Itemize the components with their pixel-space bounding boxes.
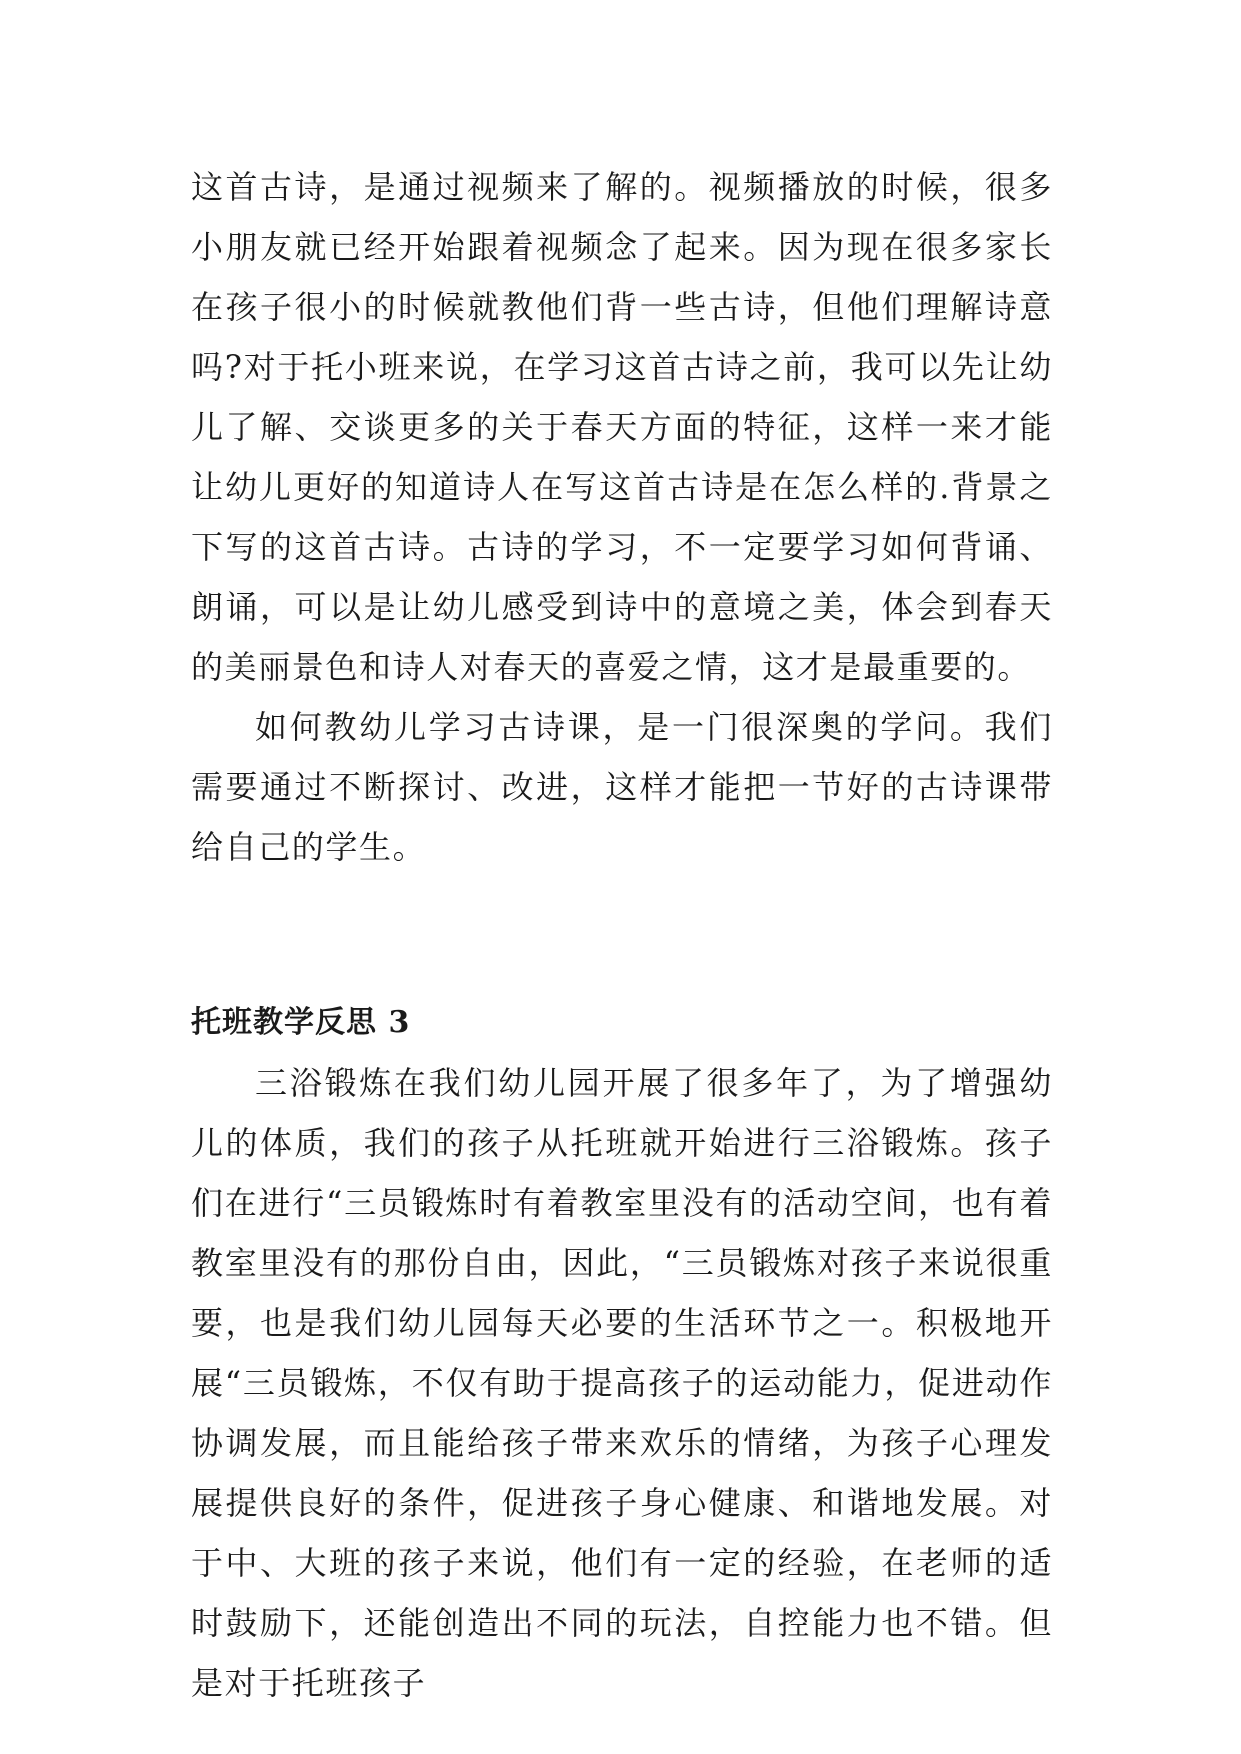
section-title: 托班教学反思 3	[191, 1005, 411, 1040]
document-page	[191, 157, 1053, 1713]
paragraph-conclusion: 如何教幼儿学习古诗课，是一门很深奥的学问。我们需要通过不断探讨、改进，这样才能把一节好的古诗课带给自己的学生。	[191, 708, 1053, 866]
paragraph-continued: 这首古诗，是通过视频来了解的。视频播放的时候，很多小朋友就已经开始跟着视频念了起来。因为现在很多家长在孩子很小的时候就教他们背一些古诗，但他们理解诗意吗?对于托小班来说，在学习这首古诗之前，我可以先让幼儿了解、交谈更多的关于春天方面的特征，这样一来才能让幼儿更好的知道诗人在写这首古诗是在怎么样的.背景之下写的这首古诗。古诗的学习，不一定要学习如何背诵、朗诵，可以是让幼儿感受到诗中的意境之美，体会到春天的美丽景色和诗人对春天的喜爱之情，这才是最重要的。	[191, 168, 1053, 686]
paragraph-section-body: 三浴锻炼在我们幼儿园开展了很多年了，为了增强幼儿的体质，我们的孩子从托班就开始进行三浴锻炼。孩子们在进行“三员锻炼时有着教室里没有的活动空间，也有着教室里没有的那份自由，因此，“三员锻炼对孩子来说很重要，也是我们幼儿园每天必要的生活环节之一。积极地开展“三员锻炼，不仅有助于提高孩子的运动能力，促进动作协调发展，而且能给孩子带来欢乐的情绪，为孩子心理发展提供良好的条件，促进孩子身心健康、和谐地发展。对于中、大班的孩子来说，他们有一定的经验，在老师的适时鼓励下，还能创造出不同的玩法，自控能力也不错。但是对于托班孩子	[191, 1064, 1053, 1702]
